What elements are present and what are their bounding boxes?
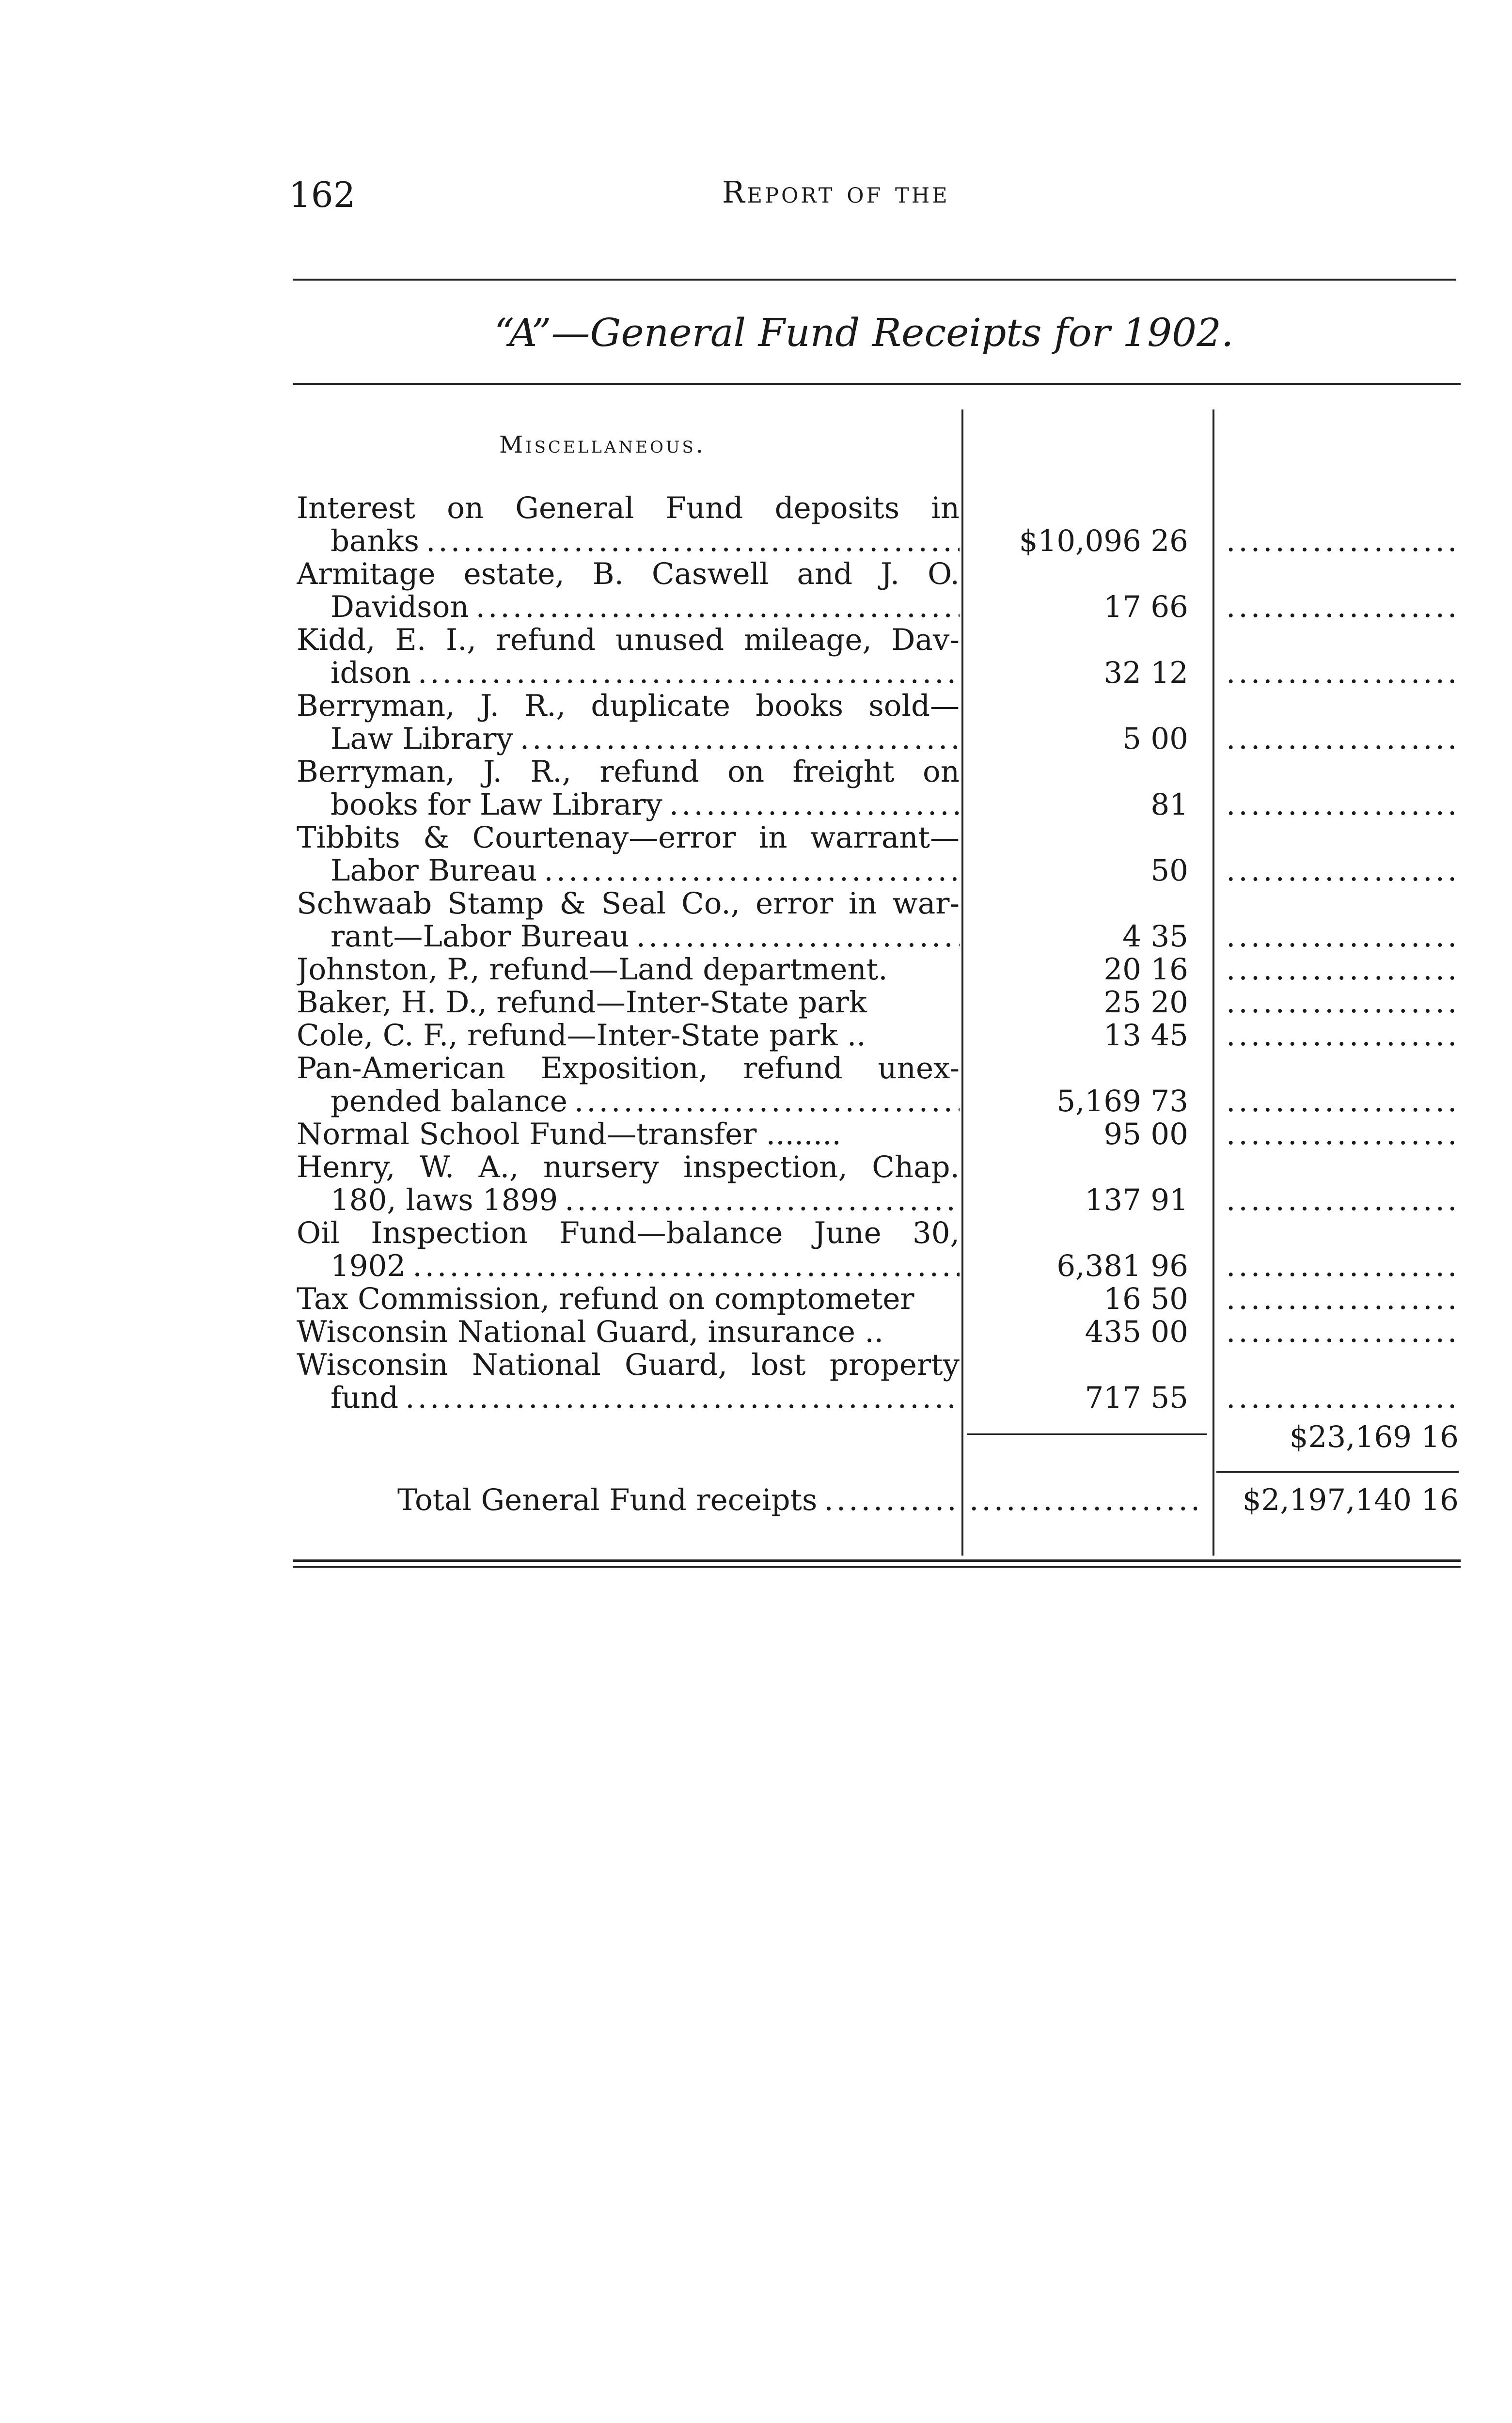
receipt-amount: 5,169 73	[1056, 1084, 1188, 1118]
dot-leader	[476, 591, 960, 624]
receipt-amount: 32 12	[1103, 656, 1188, 690]
description-line: Interest on General Fund deposits in	[297, 492, 960, 525]
dot-leader	[520, 723, 960, 755]
dot-leader	[1226, 657, 1454, 690]
dot-leader	[1226, 854, 1454, 887]
receipt-description	[297, 1283, 960, 1316]
dot-leader	[1226, 1283, 1454, 1316]
description-line: Berryman, J. R., duplicate books sold—	[297, 690, 960, 723]
description-line: Tax Commission, refund on comptometer	[297, 1283, 914, 1316]
dot-leader	[412, 1250, 960, 1283]
description-line: Tibbits & Courtenay—error in warrant—	[297, 821, 960, 855]
receipt-amount: 717 55	[1085, 1381, 1188, 1415]
dot-leader	[574, 1085, 960, 1118]
receipt-description	[297, 755, 960, 821]
total-dot-leader	[969, 1483, 1197, 1517]
description-line: Johnston, P., refund—Land department.	[297, 953, 888, 986]
description-line: Baker, H. D., refund—Inter-State park	[297, 986, 867, 1019]
receipt-description	[297, 492, 960, 558]
description-line: Davidson	[331, 590, 469, 624]
description-line: books for Law Library	[331, 787, 662, 821]
dot-leader	[418, 657, 960, 690]
dot-leader	[1226, 920, 1454, 953]
description-line: Wisconsin National Guard, lost property	[297, 1349, 960, 1382]
description-line: Cole, C. F., refund—Inter-State park ..	[297, 1019, 866, 1052]
dot-leader	[1226, 788, 1454, 821]
description-line: Pan-American Exposition, refund unex-	[297, 1052, 960, 1086]
running-head: Report of the	[722, 174, 950, 210]
receipt-amount: 50	[1150, 853, 1188, 888]
dot-leader	[1226, 1118, 1454, 1151]
amount-sum-rule	[967, 1433, 1207, 1435]
description-line: Normal School Fund—transfer ........	[297, 1118, 841, 1151]
receipt-description	[297, 1052, 960, 1118]
receipt-amount: 95 00	[1103, 1117, 1188, 1151]
receipt-description	[297, 624, 960, 690]
receipt-amount: 17 66	[1103, 590, 1188, 624]
description-line: fund	[331, 1381, 399, 1415]
receipt-amount: 20 16	[1103, 952, 1188, 987]
receipt-description	[297, 1217, 960, 1283]
dot-leader	[426, 525, 960, 558]
dot-leader	[1226, 1250, 1454, 1283]
page-number: 162	[289, 174, 356, 215]
bottom-rule-2	[293, 1566, 1461, 1568]
dot-leader	[669, 788, 960, 821]
dot-leader	[1226, 953, 1454, 986]
dot-leader	[1226, 986, 1454, 1019]
title-rule	[293, 383, 1461, 385]
dot-leader	[1226, 723, 1454, 755]
description-line: 180, laws 1899	[331, 1183, 558, 1217]
table-title: “A”—General Fund Receipts for 1902.	[494, 310, 1234, 355]
description-line: Kidd, E. I., refund unused mileage, Dav-	[297, 624, 960, 657]
description-continuation	[297, 1250, 960, 1283]
description-line: Labor Bureau	[331, 853, 537, 887]
description-continuation	[297, 920, 960, 953]
receipt-description	[297, 953, 960, 986]
receipt-amount: 6,381 96	[1056, 1249, 1188, 1283]
total-row-label	[397, 1483, 960, 1517]
description-continuation	[297, 788, 960, 821]
receipt-description	[297, 690, 960, 755]
dot-leader	[1226, 591, 1454, 624]
description-line: Wisconsin National Guard, insurance ..	[297, 1316, 884, 1349]
bottom-rule-1	[293, 1559, 1461, 1562]
dot-leader	[636, 920, 960, 953]
top-rule	[293, 279, 1456, 281]
description-continuation	[297, 525, 960, 558]
dot-leader	[1226, 1316, 1454, 1349]
dot-leader	[1226, 1382, 1454, 1415]
description-continuation	[297, 591, 960, 624]
description-line: Henry, W. A., nursery inspection, Chap.	[297, 1151, 960, 1184]
description-continuation	[297, 723, 960, 755]
description-continuation	[297, 1382, 960, 1415]
receipt-description	[297, 986, 960, 1019]
description-line: Berryman, J. R., refund on freight on	[297, 755, 960, 789]
receipt-amount: 4 35	[1122, 919, 1188, 954]
description-continuation	[297, 657, 960, 690]
description-line: Oil Inspection Fund—balance June 30,	[297, 1217, 960, 1250]
subtotal-rule	[1216, 1471, 1459, 1473]
description-line: 1902	[331, 1249, 406, 1283]
dot-leader	[824, 1483, 960, 1517]
receipt-amount: $10,096 26	[1019, 524, 1188, 558]
description-continuation	[297, 854, 960, 887]
dot-leader	[405, 1382, 960, 1415]
dot-leader	[1226, 1184, 1454, 1217]
receipt-amount: 5 00	[1122, 722, 1188, 756]
receipt-description	[297, 821, 960, 887]
description-line: pended balance	[331, 1084, 567, 1118]
dot-leader	[1226, 1019, 1454, 1052]
receipt-amount: 435 00	[1085, 1315, 1188, 1349]
description-line: Armitage estate, B. Caswell and J. O.	[297, 558, 960, 591]
receipt-amount: 16 50	[1103, 1282, 1188, 1316]
receipt-description	[297, 1019, 960, 1052]
total-label-text: Total General Fund receipts	[397, 1483, 818, 1517]
receipt-description	[297, 1151, 960, 1217]
description-continuation	[297, 1085, 960, 1118]
total-amount: $2,197,140 16	[1242, 1483, 1459, 1517]
description-line: banks	[331, 524, 419, 558]
dot-leader	[1226, 525, 1454, 558]
description-line: idson	[331, 656, 411, 690]
dot-leader	[565, 1184, 960, 1217]
receipt-amount: 137 91	[1085, 1183, 1188, 1217]
receipt-amount: 25 20	[1103, 985, 1188, 1020]
receipt-description	[297, 887, 960, 953]
dot-leader	[1226, 1085, 1454, 1118]
column-divider-amounts	[1213, 409, 1214, 1556]
column-divider-description	[961, 409, 963, 1556]
description-line: Law Library	[331, 722, 513, 755]
section-heading: Miscellaneous.	[499, 431, 706, 458]
description-line: rant—Labor Bureau	[331, 919, 630, 953]
dot-leader	[544, 854, 960, 887]
receipt-description	[297, 1316, 960, 1349]
subtotal-amount: $23,169 16	[1289, 1420, 1459, 1454]
description-continuation	[297, 1184, 960, 1217]
receipt-amount: 13 45	[1103, 1018, 1188, 1053]
receipt-description	[297, 558, 960, 624]
receipt-description	[297, 1349, 960, 1415]
description-line: Schwaab Stamp & Seal Co., error in war-	[297, 887, 960, 921]
receipt-amount: 81	[1150, 787, 1188, 822]
receipt-description	[297, 1118, 960, 1151]
